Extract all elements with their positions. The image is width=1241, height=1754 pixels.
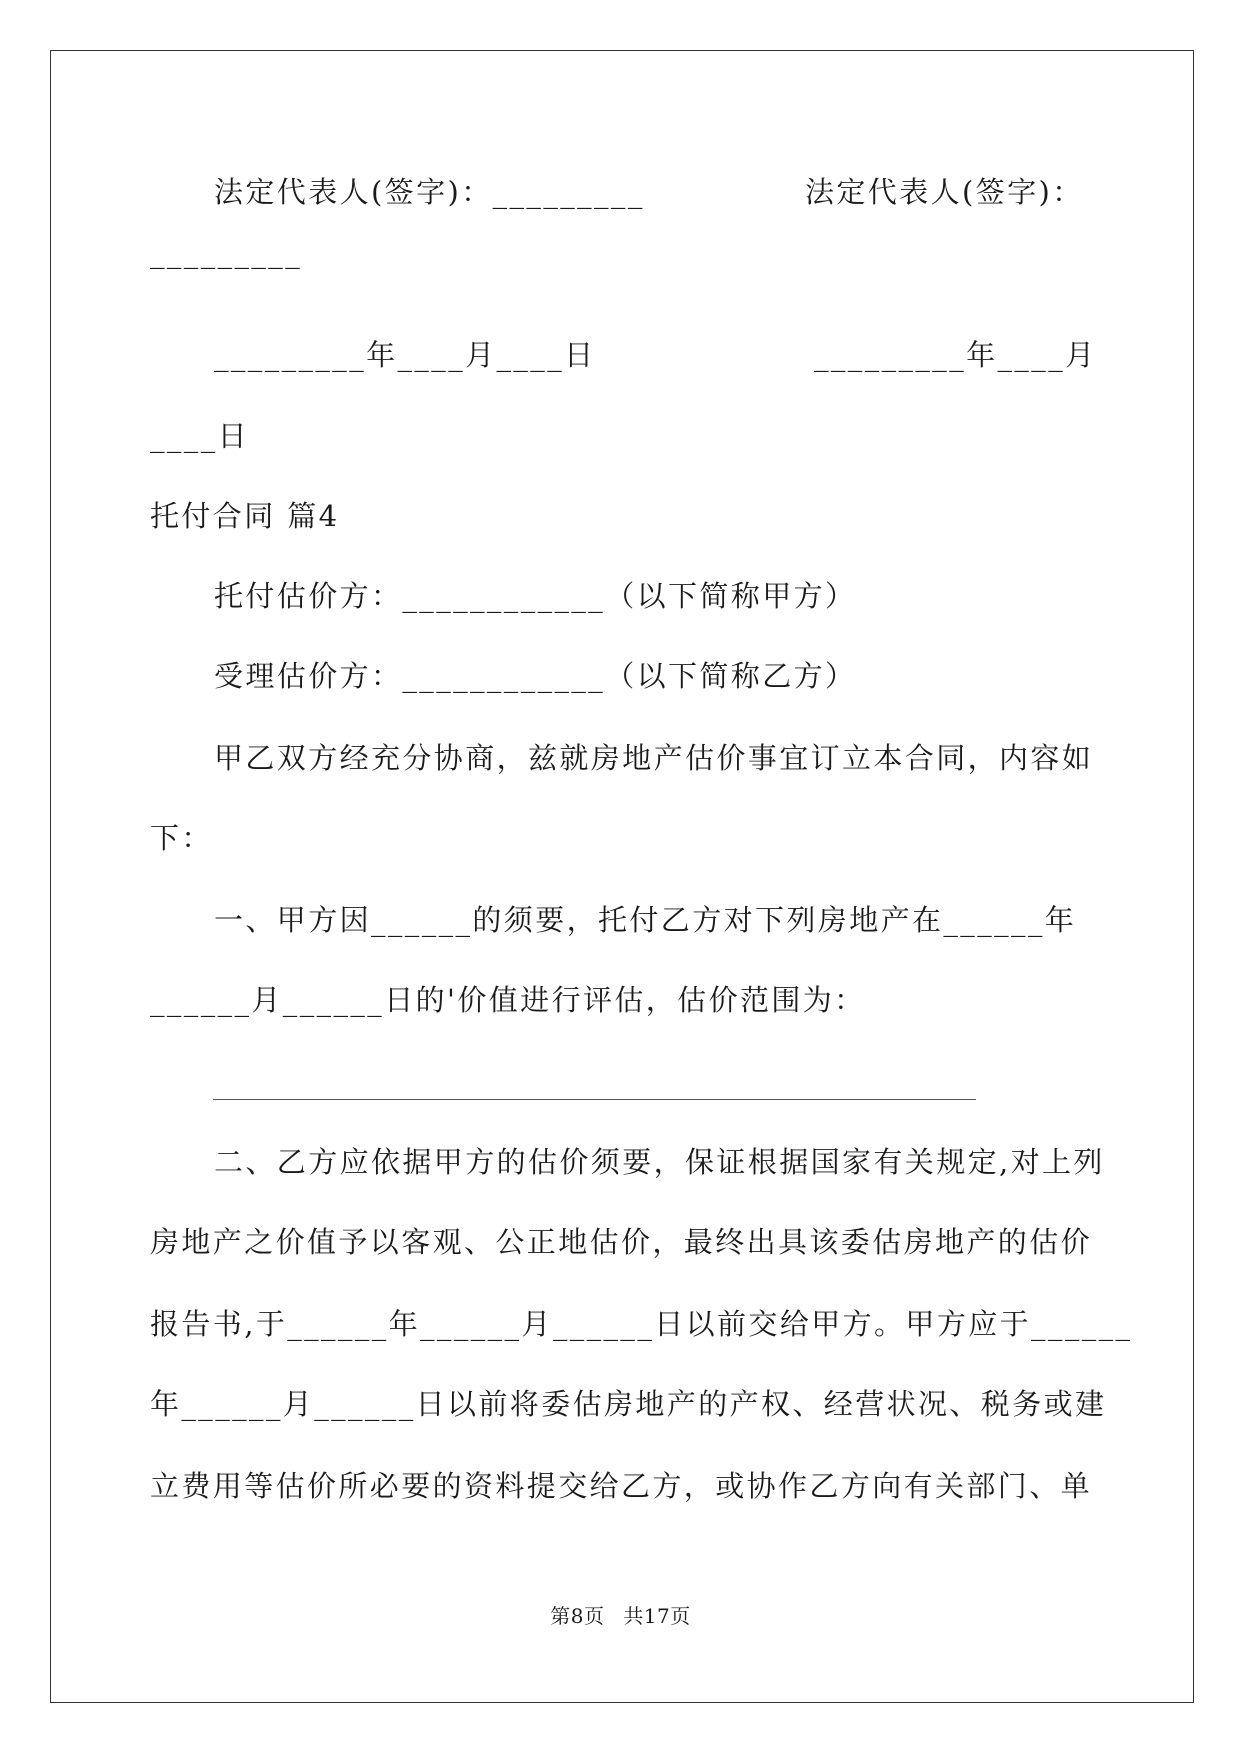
clause-2-line-1: 二、乙方应依据甲方的估价须要，保证根据国家有关规定,对上列 (214, 1145, 1105, 1179)
clause-1-line-2: ______月______日的'价值进行评估，估价范围为： (150, 983, 866, 1017)
clause-2-line-4: 年______月______日以前将委估房地产的产权、经营状况、税务或建 (150, 1387, 1107, 1421)
intro-paragraph-line-1: 甲乙双方经充分协商，兹就房地产估价事宜订立本合同，内容如 (214, 741, 1094, 775)
clause-2-line-5: 立费用等估价所必要的资料提交给乙方，或协作乙方向有关部门、单 (150, 1469, 1093, 1503)
page-total: 共17页 (623, 1604, 691, 1628)
clause-2-line-2: 房地产之价值予以客观、公正地估价，最终出具该委估房地产的估价 (150, 1225, 1093, 1259)
page-footer (0, 1603, 1241, 1629)
clause-2-line-3: 报告书,于______年______月______日以前交给甲方。甲方应于______ (150, 1307, 1133, 1341)
date-line-right: _________年____月 (814, 338, 1097, 372)
section-heading: 托付合同 篇4 (150, 499, 340, 533)
clause-1-line-1: 一、甲方因______的须要，托付乙方对下列房地产在______年 (214, 903, 1077, 937)
signature-blank-continuation: _________ (150, 235, 303, 269)
accepting-party-line: 受理估价方：____________（以下简称乙方） (214, 659, 857, 693)
signature-line-left: 法定代表人(签字)：_________ (214, 175, 645, 209)
entrusting-party-line: 托付估价方：____________（以下简称甲方） (214, 579, 857, 613)
intro-paragraph-line-2: 下： (150, 821, 213, 855)
page-number: 第8页 (550, 1604, 605, 1628)
signature-line-right: 法定代表人(签字)： (805, 175, 1084, 209)
page-border (50, 50, 1194, 1703)
valuation-scope-blank-line (213, 1099, 976, 1100)
date-line-left: _________年____月____日 (214, 338, 596, 372)
date-line-continuation: ____日 (150, 419, 250, 453)
